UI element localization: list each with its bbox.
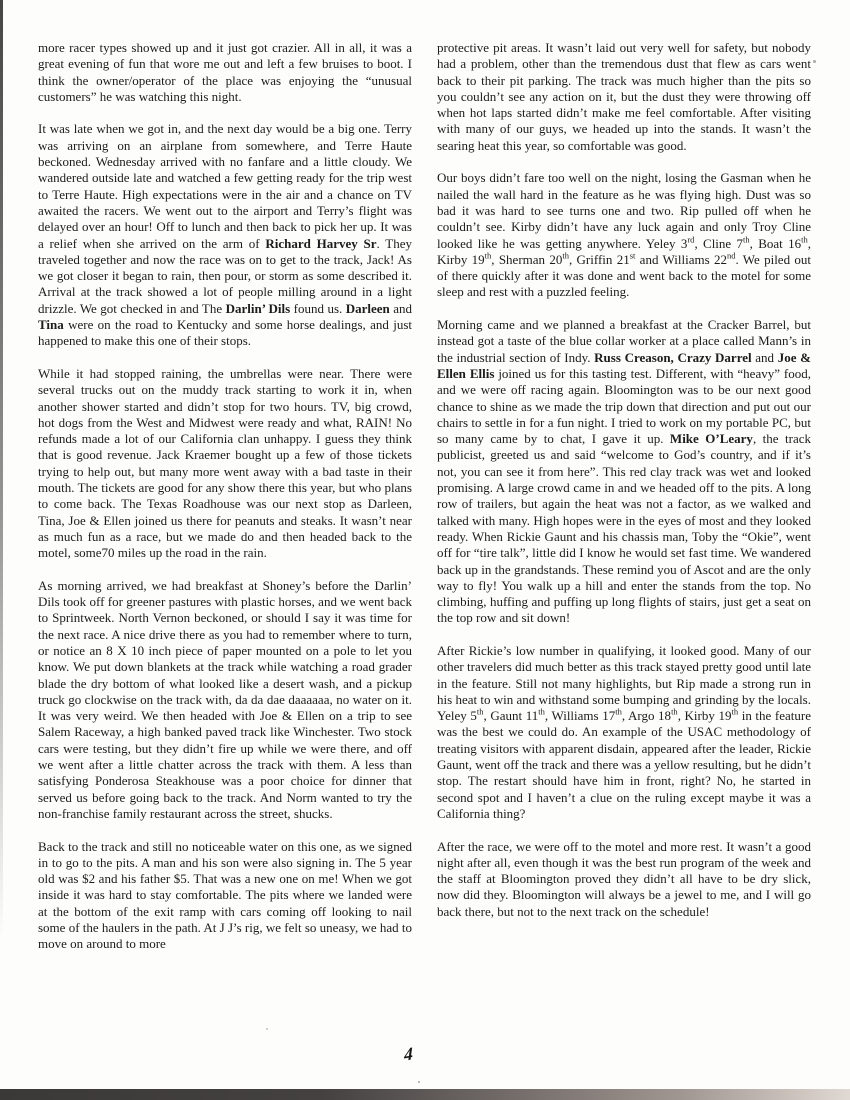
body-text-run: more racer types showed up and it just got crazier. All in all, it was a great evening of fun that wore me out and left a few bruises to boot. I think the owner/operator of the place was enjoying the “unusual customers” he was watching this night. xyxy=(38,40,412,104)
scan-bottom-edge-artifact xyxy=(0,1089,850,1100)
body-text-run: . They traveled together and now the race was on to get to the track, Jack! As we got closer it began to rain, then pour, or storm as some described it. Arrival at the track showed a lot of people milling around in a light drizzle. We got checked in and The xyxy=(38,235,412,316)
body-text-run: , Boat 16 xyxy=(749,235,802,251)
page-number: 4 xyxy=(403,1043,414,1065)
scan-speck xyxy=(813,60,816,63)
body-text-run: found us. xyxy=(290,300,346,316)
two-column-text-body xyxy=(38,40,811,969)
right-column xyxy=(437,40,811,969)
ordinal-superscript: rd xyxy=(687,234,695,245)
ordinal-superscript: th xyxy=(615,706,622,717)
body-text-run: After the race, we were off to the motel and more rest. It wasn’t a good night after all, even though it was the best run program of the week and the staff at Bloomington proved they didn’t all have to be dry slick, now did they. Bloomington will always be a jewel to me, and I will go back there, but not to the next track on the schedule! xyxy=(437,838,811,919)
body-text-run: , Cline 7 xyxy=(694,235,744,251)
body-text-run: As morning arrived, we had breakfast at Shoney’s before the Darlin’ Dils took off for greener pastures with plastic horses, and we went back to Sprintweek. North Vernon beckoned, or should I say it was time for the next race. A nice drive there as you had to remember where to turn, or notice an 8 X 10 inch piece of paper mounted on a pole to let you know. We put down blankets at the track while watching a road grader blade the dry bottom of what looked like a desert wash, and a pickup truck go clockwise on the track with, da da dae daaaaaa, no water on it. It was very weird. We then headed with Joe & Ellen on a trip to see Salem Raceway, a high banked paved track like Winchester. Two stock cars were testing, but they didn’t fire up while we were there, and off we went after a little chatter across the track with them. A less than satisfying Ponderosa Steakhouse was a poor choice for dinner that served us before going back to the track. And Norm wanted to try the non-franchise family restaurant across the street, shucks. xyxy=(38,577,412,821)
ordinal-superscript: th xyxy=(476,706,484,717)
bold-name-text: Darlin’ Dils xyxy=(225,300,291,316)
body-text-run: , Kirby 19 xyxy=(437,235,811,267)
scan-speck xyxy=(418,1081,420,1083)
ordinal-superscript: th xyxy=(731,706,739,717)
scan-left-edge-artifact xyxy=(0,0,3,940)
paragraph xyxy=(38,366,412,562)
paragraph xyxy=(38,839,412,953)
ordinal-superscript: nd xyxy=(726,250,736,261)
body-text-run: , the track publicist, greeted us and said “welcome to God’s country, and if it’s not, you can see it from here”. This red clay track was wet and looked promising. A large crowd came in and we headed off to the pits. A long row of trailers, but again the heat was not a factor, as we walked and talked with many. High hopes were in the eyes of most and they looked ready. When Rickie Gaunt and his chassis man, Toby the “Okie”, went off for “tire talk”, little did I know he would set fast time. We wandered back up in the grandstands. These remind you of Ascot and are the only way to fly! You walk up a hill and enter the stands from the top. No climbing, huffing and puffing up long flights of stairs, just get a seat on the top row and sit down! xyxy=(437,431,811,626)
body-text-run: Back to the track and still no noticeable water on this one, as we signed in to go to the pits. A man and his son were also signing in. The 5 year old was $2 and his father $5. That was a new one on me! When we got inside it was hard to stay comfortable. The pits where we landed were at the bottom of the exit ramp with cars coming off looking to nail some of the haulers in the path. At J J’s rig, we felt so uneasy, we had to move on around to more xyxy=(38,838,412,952)
bold-name-text: Darleen xyxy=(345,300,390,316)
paragraph xyxy=(437,643,811,822)
bold-name-text: Richard Harvey Sr xyxy=(265,235,377,251)
ordinal-superscript: th xyxy=(538,706,545,717)
body-text-run: . We piled out of there quickly after it was done and went back to the motel for some sleep and rest with a puzzled feeling. xyxy=(437,251,811,300)
body-text-run: , Argo 18 xyxy=(621,708,672,724)
paragraph xyxy=(38,40,412,105)
body-text-run: Morning came and we planned a breakfast at the Cracker Barrel, but instead got a taste of the blue collar worker at a place called Mann’s in the industrial section of Indy. xyxy=(437,317,811,365)
bold-name-text: Russ Creason, Crazy Darrel xyxy=(594,349,752,365)
bold-name-text: Tina xyxy=(38,317,64,333)
body-text-run: , Kirby 19 xyxy=(677,708,732,724)
bold-name-text: Mike O’Leary xyxy=(669,431,753,447)
body-text-run: and xyxy=(751,349,778,365)
ordinal-superscript: th xyxy=(562,250,569,261)
body-text-run: Our boys didn’t fare too well on the night, losing the Gasman when he nailed the wall hard in the feature as he was flying high. Dust was so bad it was hard to see turns one and two. Rip pulled off when he couldn’t see. Kirby didn’t have any luck again and only Troy Cline looked like he was getting anywhere. Yeley 3 xyxy=(437,170,811,251)
body-text-run: protective pit areas. It wasn’t laid out very well for safety, but nobody had a problem, other than the tremendous dust that flew as cars went back to their pit parking. The track was much higher than the pits so you couldn’t see any action on it, but the dust they were throwing off when hot laps started didn’t make me feel comfortable. After visiting with many of our guys, we headed up into the stands. It wasn’t the searing heat this year, so comfortable was good. xyxy=(437,40,811,153)
paragraph xyxy=(437,839,811,920)
ordinal-superscript: th xyxy=(671,706,678,717)
body-text-run: , Gaunt 11 xyxy=(483,708,539,724)
body-text-run: and xyxy=(389,300,412,316)
body-text-run: , Williams 17 xyxy=(544,708,616,724)
body-text-run: While it had stopped raining, the umbrellas were near. There were several trucks out on the muddy track starting to work it in, when another shower started and didn’t stop for two hours. TV, big crowd, hot dogs from the West and Midwest were ready and what, RAIN! No refunds made a lot of our California clan unhappy. I guess they think that is good revenue. Jack Kraemer bought up a few of those tickets trying to help out, but many more went away with a bad taste in their mouth. The tickets are good for any show there this year, but who plans to come back. The Texas Roadhouse was our next stop as Darleen, Tina, Joe & Ellen joined us there for peanuts and steaks. It wasn’t near as much fun as a race, but we made do and then headed back to the motel, some70 miles up the road in the rain. xyxy=(38,365,412,561)
paragraph xyxy=(437,40,811,154)
paragraph xyxy=(38,121,412,349)
body-text-run: It was late when we got in, and the next day would be a big one. Terry was arriving on an airplane from somewhere, and Terre Haute beckoned. Wednesday arrived with no fanfare and a little cloudy. We wandered outside late and watched a few getting ready for the trip west to Terre Haute. High expectations were in the air and a chance on TV awaited the racers. We went out to the airport and Terry’s flight was delayed over an hour! Off to lunch and then back to pick her up. It was a relief when she arrived on the arm of xyxy=(38,121,412,251)
left-column xyxy=(38,40,412,969)
ordinal-superscript: th xyxy=(743,234,750,245)
paragraph xyxy=(437,317,811,627)
ordinal-superscript: st xyxy=(629,250,636,261)
body-text-run: joined us for this tasting test. Different, with “heavy” food, and we were off racing again. Bloomington was to be our next good chance to shine as we made the trip down that direction and put out our chairs to settle in for a fun night. I tried to work on my portable PC, but so many came by to chat, I gave it up. xyxy=(437,365,811,447)
body-text-run: , Sherman 20 xyxy=(491,251,563,267)
body-text-run: in the feature was the best we could do. An example of the USAC methodology of treating visitors with apparent disdain, appeared after the leader, Rickie Gaunt, went off the track and there was a yellow resulting, but he didn’t stop. The restart should have him in front, right? No, he started in second spot and I haven’t a clue on the ruling except maybe it was a California thing? xyxy=(437,708,811,821)
body-text-run: were on the road to Kentucky and some horse dealings, and just happened to make this one of their stops. xyxy=(38,317,412,349)
body-text-run: After Rickie’s low number in qualifying, it looked good. Many of our other travelers did much better as this track stayed pretty good until late in the feature. Still not many highlights, but Rip made a strong run in his heat to win and withstand some bumping and grinding by the locals. Yeley 5 xyxy=(437,642,811,724)
paragraph xyxy=(437,170,811,300)
paragraph xyxy=(38,578,412,822)
ordinal-superscript: th xyxy=(801,234,808,245)
body-text-run: and Williams 22 xyxy=(635,251,727,267)
ordinal-superscript: th xyxy=(484,250,492,261)
bold-name-text: Joe & Ellen Ellis xyxy=(437,349,811,381)
scan-speck xyxy=(266,1028,268,1030)
body-text-run: , Griffin 21 xyxy=(568,251,630,267)
